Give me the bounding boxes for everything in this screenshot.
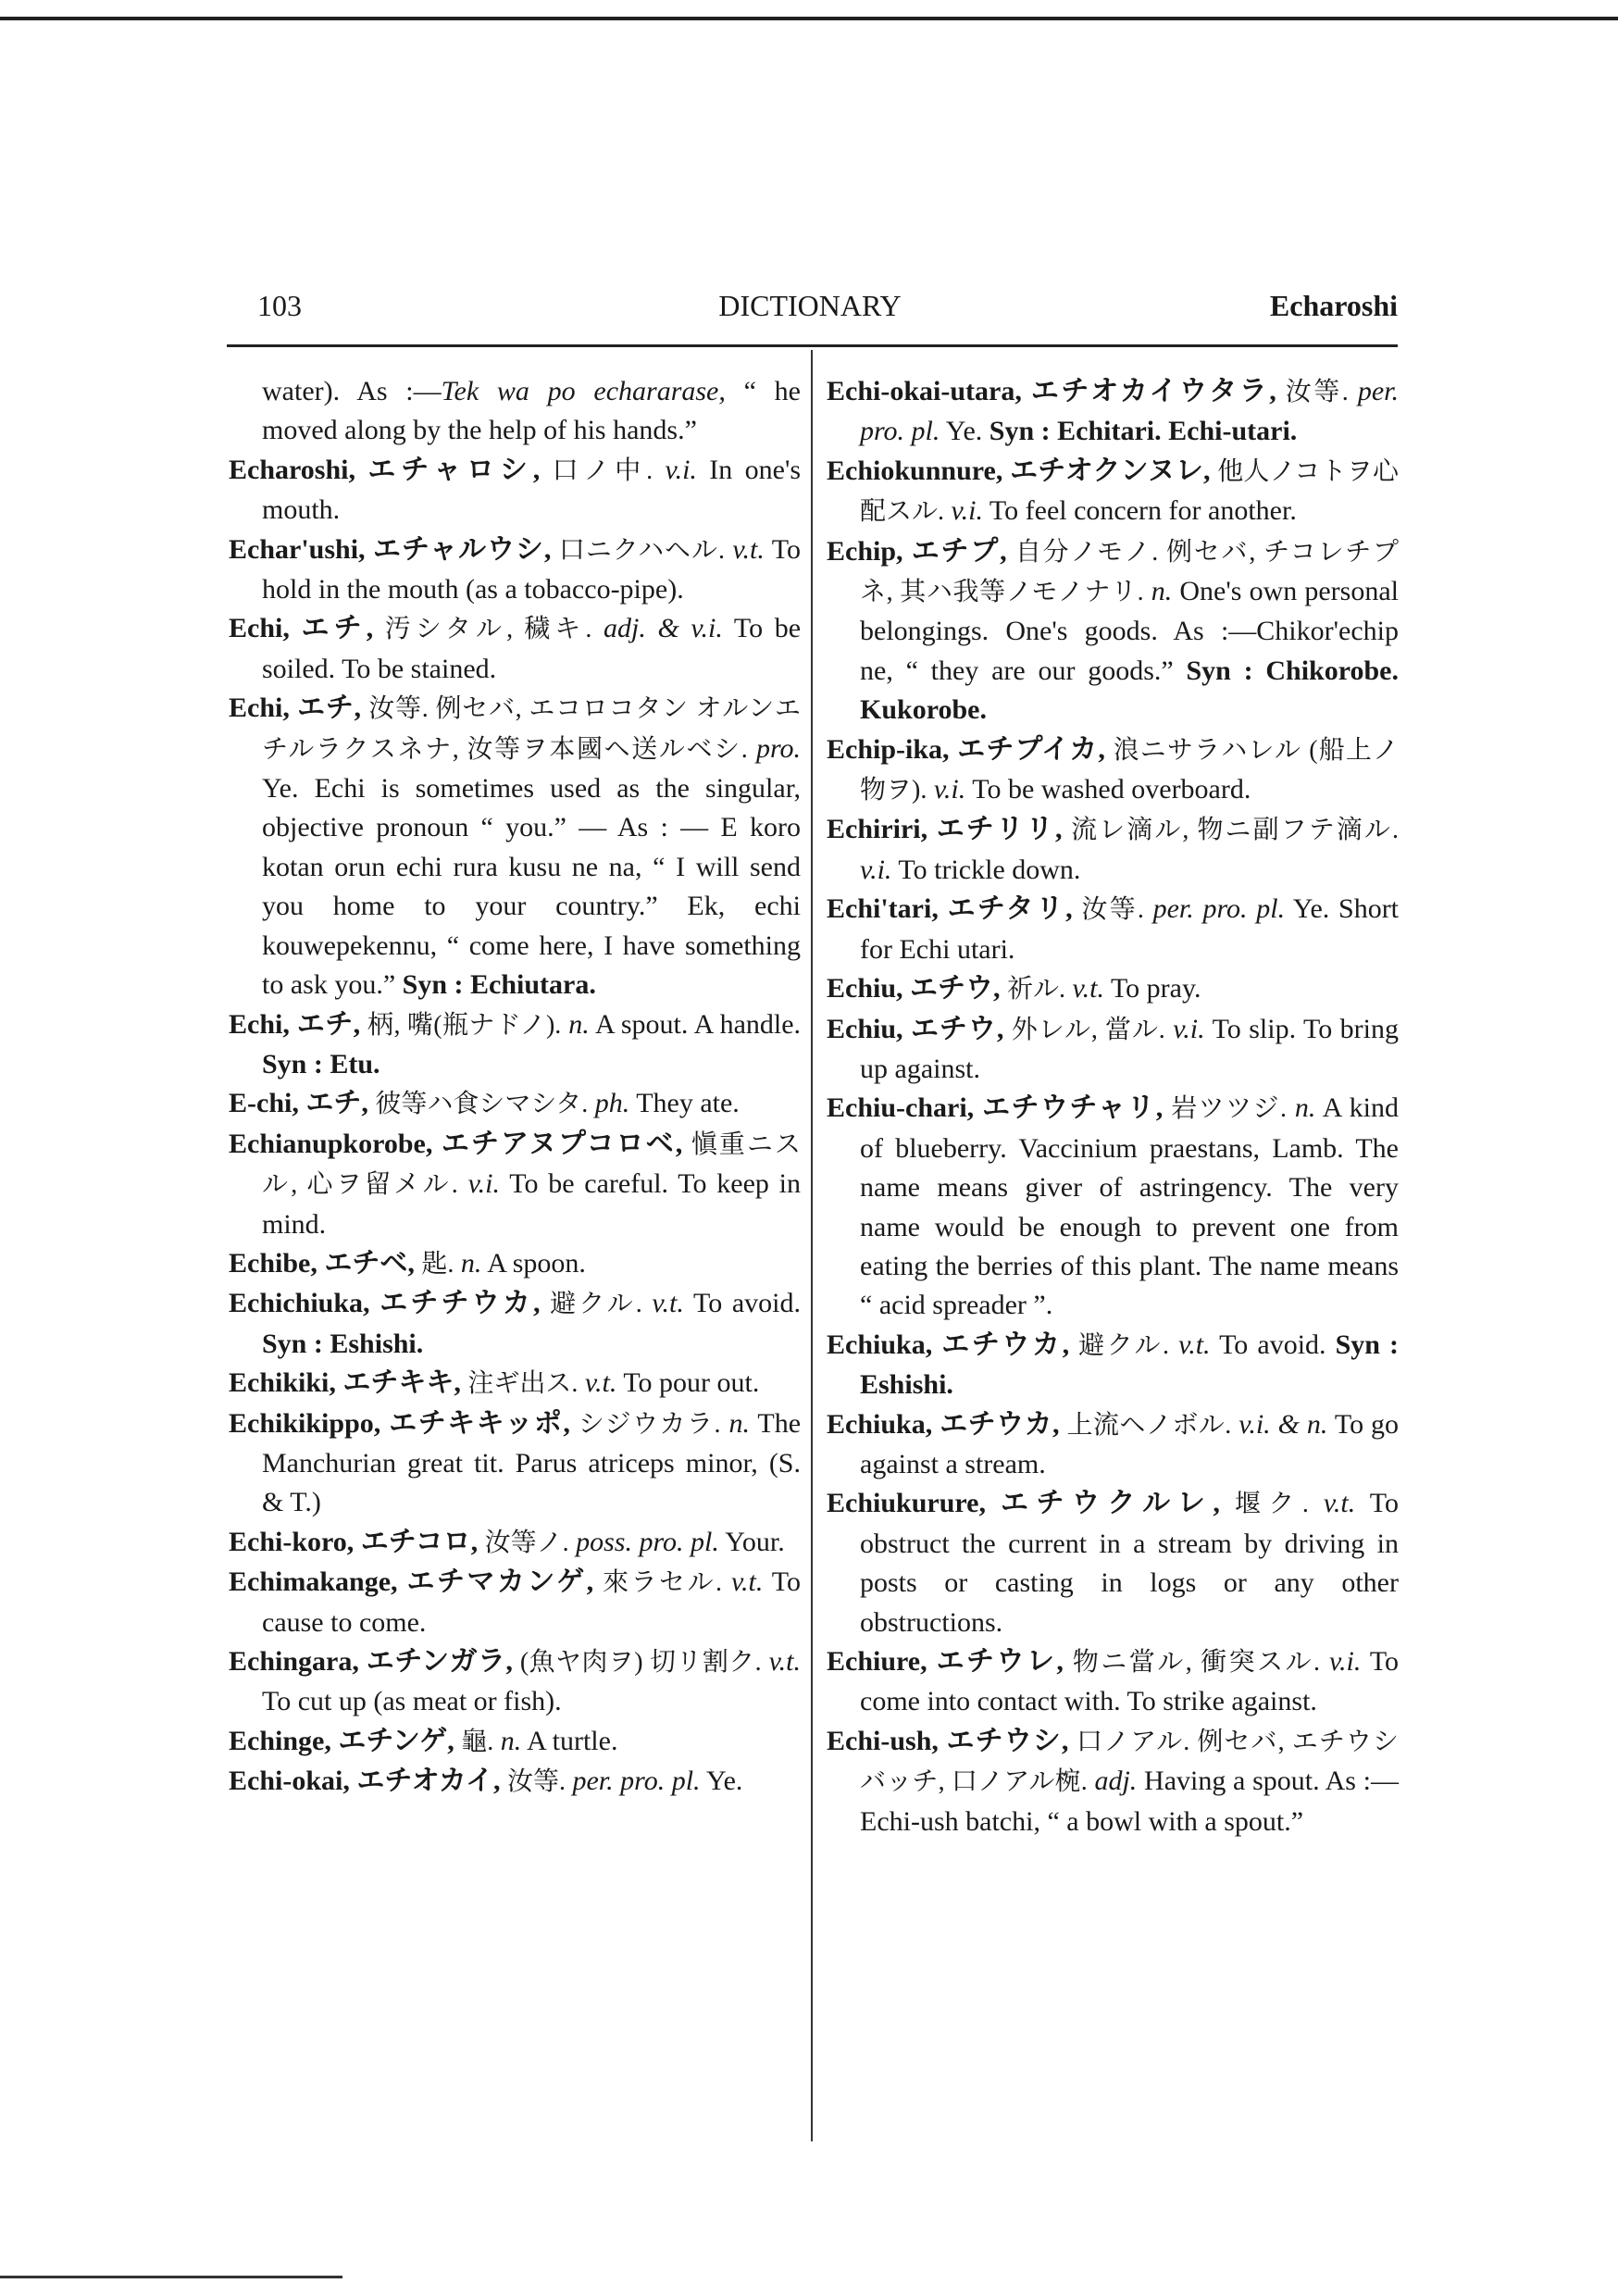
entry-headword: Echikikippo,	[229, 1407, 381, 1439]
entry-katakana: エチリリ,	[936, 814, 1063, 845]
entry-japanese-gloss: 來ラセル.	[603, 1568, 722, 1598]
entry-part-of-speech: v.t.	[652, 1288, 684, 1319]
entry-japanese-gloss: 自分ノモノ. 例セバ, チコレチプネ, 其ハ我等ノモノナリ.	[860, 537, 1400, 607]
entry-definition: To avoid.	[692, 1288, 802, 1319]
entry-definition: To avoid.	[1219, 1329, 1326, 1360]
dictionary-entry	[229, 1364, 801, 1404]
entry-definition: Ye. Echi is sometimes used as the singular, objective pronoun “ you.” — As : — E koro kotan orun echi rura kusu ne na, “ I will send you home to your country.” Ek, echi kouwepekennu, “ come here, I have something to ask you.”	[262, 773, 801, 1001]
entry-japanese-gloss: 注ギ出ス.	[467, 1369, 579, 1399]
entry-part-of-speech: v.i.	[1173, 1013, 1205, 1044]
entry-katakana: エチ,	[296, 1008, 361, 1040]
left-column	[229, 372, 801, 1803]
entry-definition: One's own personal belongings. One's goods. As :—Chikor'echip ne, “ they are our goods.”	[860, 576, 1400, 686]
entry-part-of-speech: v.i. & n.	[1238, 1408, 1328, 1440]
entry-headword: Echi,	[229, 1008, 290, 1040]
top-edge-rule	[0, 17, 1618, 20]
entry-definition: To be washed overboard.	[972, 774, 1251, 805]
dictionary-entry	[827, 532, 1399, 730]
entry-katakana: エチウクルレ,	[1001, 1488, 1220, 1519]
entry-japanese-gloss: 汚シタル, 穢キ.	[384, 615, 592, 644]
entry-headword: Echi-ush,	[827, 1725, 939, 1756]
entry-katakana: エチオカイウタラ,	[1030, 376, 1276, 406]
dictionary-entry	[827, 1722, 1399, 1841]
dictionary-entry	[229, 689, 801, 1004]
entry-japanese-gloss: 外レル, 當ル.	[1011, 1015, 1165, 1044]
entry-synonym-label: Syn :	[989, 416, 1051, 447]
entry-headword: Echiu,	[827, 1013, 903, 1044]
dictionary-entry	[827, 1405, 1399, 1485]
entry-katakana: エチウ,	[910, 1013, 1004, 1044]
entry-headword: Echianupkorobe,	[229, 1128, 433, 1159]
entry-katakana: エチウチャリ,	[982, 1092, 1164, 1124]
entry-japanese-gloss: 彼等ハ食シマシタ.	[375, 1090, 589, 1119]
entry-part-of-speech: v.t.	[730, 1566, 764, 1598]
entry-part-of-speech: v.t.	[768, 1646, 802, 1677]
entry-part-of-speech: per. pro. pl.	[572, 1766, 701, 1797]
entry-definition: A turtle.	[527, 1725, 618, 1756]
entry-japanese-gloss: 物ニ當ル, 衝突スル.	[1072, 1648, 1320, 1677]
entry-japanese-gloss: 祈ル.	[1007, 975, 1066, 1004]
header-rule	[227, 344, 1398, 347]
entry-katakana: エチコロ,	[360, 1526, 479, 1557]
entry-definition: To trickle down.	[898, 854, 1081, 885]
dictionary-entry	[827, 1326, 1399, 1405]
entry-katakana: エチウカ,	[940, 1408, 1060, 1440]
dictionary-entry	[827, 372, 1399, 452]
entry-synonym: Echiutara.	[470, 969, 596, 1001]
entry-definition: To be careful. To keep in mind.	[262, 1168, 801, 1240]
dictionary-entry	[229, 372, 801, 451]
entry-definition: To cause to come.	[262, 1566, 802, 1638]
entry-headword: Echi,	[229, 693, 290, 724]
entry-katakana: エチキキ,	[342, 1367, 461, 1399]
entry-part-of-speech: v.i.	[860, 854, 892, 885]
entry-definition: A kind of blueberry. Vaccinium praestans, Lamb. The name means giver of astringency. The very name would be enough to prevent one from eating the berries of this plant. The name means “ acid spreader ”.	[860, 1092, 1399, 1321]
entry-definition: A spout. A handle.	[594, 1008, 802, 1040]
entry-part-of-speech: v.i.	[933, 774, 966, 805]
running-head: Echaroshi	[1269, 289, 1398, 322]
entry-japanese-gloss: 他人ノコトヲ心配スル.	[860, 456, 1400, 527]
entry-definition: The Manchurian great tit. Parus atriceps minor, (S. & T.)	[262, 1407, 802, 1518]
entry-part-of-speech: n.	[568, 1008, 590, 1040]
entry-headword: Echi,	[229, 613, 290, 644]
entry-headword: Echi'tari,	[827, 893, 939, 925]
entry-definition: To pray.	[1110, 973, 1201, 1004]
entry-definition: To go against a stream.	[860, 1408, 1400, 1479]
entry-definition: To be soiled. To be stained.	[262, 613, 802, 684]
entry-part-of-speech: per. pro. pl.	[860, 376, 1399, 447]
entry-headword: E-chi,	[229, 1088, 299, 1119]
entry-continuation: water). As :—	[262, 376, 442, 406]
dictionary-entry	[827, 890, 1399, 969]
entry-headword: Echiure,	[827, 1646, 927, 1677]
dictionary-entry	[229, 1642, 801, 1722]
entry-japanese-gloss: 口ノ中.	[552, 455, 653, 485]
entry-definition: Ye.	[945, 416, 983, 447]
dictionary-entry	[229, 1244, 801, 1284]
entry-definition: Having a spout. As :—Echi-ush batchi, “ a bowl with a spout.”	[860, 1766, 1400, 1837]
entry-katakana: エチベ,	[324, 1247, 415, 1279]
entry-katakana: エチ,	[297, 693, 362, 724]
entry-katakana: エチャルウシ,	[373, 533, 552, 565]
entry-japanese-gloss: 浪ニサラハレル (船上ノ物ヲ).	[860, 735, 1400, 805]
column-divider	[811, 350, 813, 2141]
entry-example: Tek wa po echararase,	[441, 376, 726, 406]
entry-part-of-speech: n.	[1151, 576, 1173, 607]
entry-japanese-gloss: 汝等.	[506, 1767, 566, 1797]
dictionary-entry	[229, 1005, 801, 1085]
entry-katakana: エチ,	[301, 613, 374, 644]
entry-definition: To feel concern for another.	[989, 495, 1297, 527]
entry-synonym-label: Syn :	[1335, 1329, 1400, 1360]
dictionary-entry	[229, 1523, 801, 1563]
entry-katakana: エチプイカ,	[957, 733, 1105, 765]
entry-part-of-speech: v.i.	[951, 495, 983, 527]
entry-synonym: Eshishi.	[330, 1328, 424, 1359]
entry-headword: Echiukurure,	[827, 1488, 986, 1519]
dictionary-entry	[827, 1484, 1399, 1642]
entry-definition: Ye.	[705, 1766, 743, 1797]
dictionary-entry	[827, 1089, 1399, 1325]
right-column	[827, 372, 1399, 1841]
entry-synonym-label: Syn :	[262, 1048, 323, 1079]
bottom-edge-rule	[0, 2276, 342, 2278]
entry-synonym: Eshishi.	[860, 1369, 953, 1401]
page-title: DICTIONARY	[718, 289, 902, 322]
entry-japanese-gloss: (魚ヤ肉ヲ) 切リ割ク.	[519, 1648, 762, 1677]
entry-japanese-gloss: 口ニクハヘル.	[558, 535, 725, 565]
entry-headword: Echi-koro,	[229, 1526, 355, 1557]
entry-part-of-speech: v.t.	[1323, 1488, 1356, 1519]
entry-definition: To hold in the mouth (as a tobacco-pipe).	[262, 533, 802, 605]
entry-japanese-gloss: 愼重ニスル, 心ヲ留メル.	[262, 1129, 801, 1200]
entry-part-of-speech: v.t.	[1178, 1329, 1211, 1360]
entry-katakana: エチチウカ,	[380, 1288, 541, 1319]
entry-japanese-gloss: 避クル.	[1078, 1330, 1170, 1360]
entry-japanese-gloss: 流レ滴ル, 物ニ副フテ滴ル.	[1071, 816, 1399, 845]
dictionary-entry	[229, 1722, 801, 1762]
dictionary-entry	[229, 1125, 801, 1244]
page-number: 103	[257, 289, 302, 322]
dictionary-entry	[827, 1642, 1399, 1722]
entry-part-of-speech: pro.	[755, 732, 801, 764]
entry-part-of-speech: v.i.	[665, 454, 697, 485]
dictionary-entry	[229, 609, 801, 689]
entry-japanese-gloss: 堰ク.	[1234, 1490, 1309, 1519]
entry-part-of-speech: n.	[1294, 1092, 1316, 1124]
entry-headword: Echichiuka,	[229, 1288, 370, 1319]
entry-japanese-gloss: 岩ツツジ.	[1171, 1094, 1287, 1124]
entry-japanese-gloss: 汝等.	[1285, 378, 1349, 406]
dictionary-entry	[827, 810, 1399, 890]
entry-definition: To slip. To bring up against.	[860, 1013, 1399, 1084]
entry-katakana: エチウカ,	[941, 1329, 1070, 1360]
entry-part-of-speech: n.	[460, 1247, 482, 1279]
entry-part-of-speech: v.i.	[1328, 1646, 1362, 1677]
entry-part-of-speech: n.	[728, 1407, 750, 1439]
entry-synonym-label: Syn :	[402, 969, 464, 1001]
dictionary-entry	[229, 1762, 801, 1802]
entry-part-of-speech: v.i.	[467, 1168, 501, 1200]
entry-japanese-gloss: 匙.	[421, 1249, 454, 1279]
entry-katakana: エチャロシ,	[367, 454, 541, 485]
entry-katakana: エチプ,	[911, 535, 1007, 567]
entry-headword: Echaroshi,	[229, 454, 355, 485]
entry-part-of-speech: adj.	[1094, 1766, 1138, 1797]
entry-part-of-speech: v.t.	[1072, 973, 1104, 1004]
entry-definition: A spoon.	[487, 1247, 586, 1279]
dictionary-entry	[827, 730, 1399, 811]
entry-part-of-speech: poss. pro. pl.	[576, 1526, 719, 1557]
dictionary-entry	[827, 1010, 1399, 1090]
entry-japanese-gloss: 龜.	[461, 1727, 494, 1756]
dictionary-entry	[229, 1404, 801, 1523]
entry-katakana: エチキキッポ,	[389, 1407, 570, 1439]
entry-definition: To pour out.	[623, 1367, 760, 1399]
entry-headword: Echiuka,	[827, 1329, 933, 1360]
entry-headword: Echi-okai-utara,	[827, 376, 1022, 406]
entry-definition: Ye. Short for Echi utari.	[860, 893, 1400, 965]
entry-katakana: エチウシ,	[946, 1725, 1069, 1756]
entry-katakana: エチンゲ,	[338, 1725, 454, 1756]
entry-japanese-gloss: 汝等ノ.	[484, 1528, 569, 1557]
entry-headword: Echip,	[827, 535, 903, 567]
entry-synonym: Etu.	[330, 1048, 380, 1079]
entry-synonym: Echitari. Echi-utari.	[1057, 416, 1298, 447]
entry-definition: To obstruct the current in a stream by driving in posts or casting in logs or any other obstructions.	[860, 1488, 1399, 1638]
entry-part-of-speech: v.t.	[732, 533, 765, 565]
entry-definition: They ate.	[636, 1088, 740, 1119]
entry-katakana: エチウレ,	[936, 1646, 1064, 1677]
entry-japanese-gloss: シジウカラ.	[578, 1409, 721, 1439]
entry-katakana: エチ,	[305, 1088, 368, 1119]
entry-headword: Echingara,	[229, 1646, 359, 1677]
dictionary-entry	[827, 452, 1399, 532]
entry-headword: Echikiki,	[229, 1367, 336, 1399]
entry-definition: Your.	[725, 1526, 785, 1557]
entry-headword: Echiu,	[827, 973, 903, 1004]
entry-part-of-speech: adj. & v.i.	[604, 613, 723, 644]
entry-katakana: エチオクンヌレ,	[1010, 455, 1211, 486]
entry-katakana: エチマカンゲ,	[406, 1566, 594, 1598]
entry-katakana: エチタリ,	[947, 893, 1073, 925]
entry-part-of-speech: v.t.	[584, 1367, 617, 1399]
entry-katakana: エチウ,	[910, 973, 1001, 1004]
entry-continuation-tail: “ he moved along by the help of his hands.”	[262, 376, 801, 446]
dictionary-entry	[827, 969, 1399, 1009]
entry-japanese-gloss: 汝等.	[1081, 895, 1144, 925]
entry-headword: Echiuka,	[827, 1408, 933, 1440]
entry-headword: Echi-okai,	[229, 1766, 350, 1797]
entry-katakana: エチオカイ,	[356, 1766, 501, 1797]
dictionary-entry	[229, 451, 801, 530]
entry-headword: Echip-ika,	[827, 733, 950, 765]
entry-headword: Echiriri,	[827, 814, 928, 845]
entry-synonym-label: Syn :	[262, 1328, 323, 1359]
entry-katakana: エチアヌプコロベ,	[441, 1128, 683, 1159]
entry-headword: Echiokunnure,	[827, 455, 1003, 486]
dictionary-entry	[229, 1563, 801, 1642]
entry-part-of-speech: per. pro. pl.	[1152, 893, 1286, 925]
entry-part-of-speech: n.	[500, 1725, 522, 1756]
entry-japanese-gloss: 柄, 嘴(瓶ナドノ).	[367, 1010, 562, 1040]
entry-headword: Echimakange,	[229, 1566, 398, 1598]
dictionary-entry	[229, 1084, 801, 1124]
entry-part-of-speech: ph.	[594, 1088, 630, 1119]
entry-japanese-gloss: 汝等. 例セバ, エコロコタン オルンエチルラクスネナ, 汝等ヲ本國ヘ送ルベシ.	[262, 694, 802, 764]
entry-japanese-gloss: 避クル.	[550, 1290, 642, 1319]
entry-synonym-label: Syn :	[1186, 655, 1253, 686]
entry-katakana: エチンガラ,	[366, 1646, 513, 1677]
entry-headword: Echar'ushi,	[229, 533, 366, 565]
entry-japanese-gloss: 口ノアル. 例セバ, エチウシバッチ, 口ノアル椀.	[860, 1727, 1400, 1797]
dictionary-entry	[229, 530, 801, 610]
entry-headword: Echibe,	[229, 1247, 317, 1279]
entry-definition: To come into contact with. To strike against.	[860, 1646, 1400, 1717]
entry-definition: In one's mouth.	[262, 454, 802, 526]
entry-headword: Echinge,	[229, 1725, 331, 1756]
entry-headword: Echiu-chari,	[827, 1092, 975, 1124]
entry-synonym: Chikorobe. Kukorobe.	[860, 655, 1400, 726]
entry-definition: To cut up (as meat or fish).	[262, 1686, 562, 1717]
dictionary-entry	[229, 1284, 801, 1364]
entry-japanese-gloss: 上流ヘノボル.	[1066, 1410, 1232, 1440]
